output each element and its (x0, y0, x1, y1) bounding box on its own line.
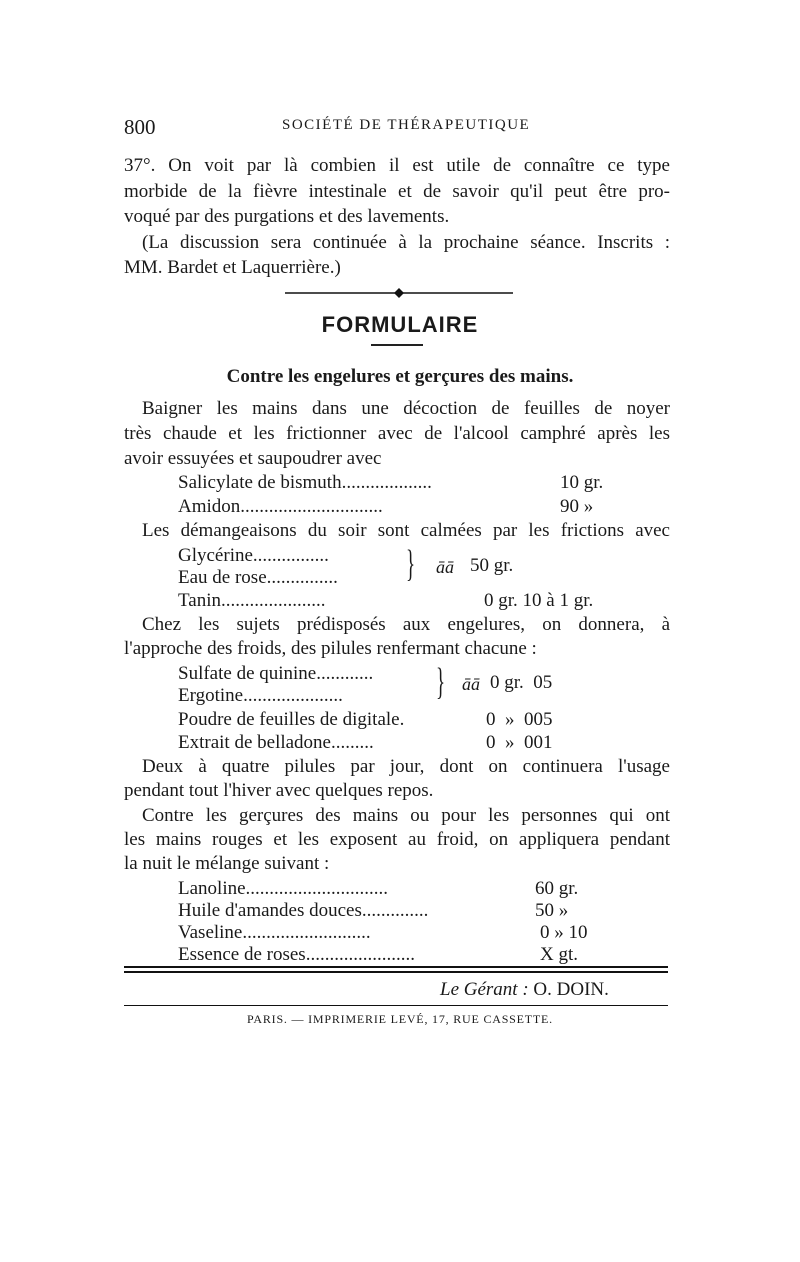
para1-line-2: très chaude et les frictionner avec de l'alcool camphré après les (124, 423, 670, 444)
recipe-heading: Contre les engelures et gerçures des mains. (226, 366, 574, 387)
para5-line-1: Contre les gerçures des mains ou pour les personnes qui ont (142, 805, 670, 826)
para1-line-3: avoir essuyées et saupoudrer avec (124, 448, 382, 469)
ingredient-name: Amidon (178, 496, 241, 517)
ingredient-amount: 0 » 10 (540, 922, 588, 943)
leader-dots: ..................... (243, 685, 343, 706)
ingredient-amount: 60 gr. (535, 878, 579, 899)
ingredient-name: Extrait de belladone (178, 732, 331, 753)
printer-imprint: PARIS. — IMPRIMERIE LEVÉ, 17, RUE CASSETTE. (247, 1012, 553, 1026)
intro-line-1: 37°. On voit par là combien il est utile de connaître ce type (124, 155, 670, 176)
ingredient-name: Lanoline (178, 878, 246, 899)
rx2-row (178, 544, 329, 568)
rx3-row (178, 684, 343, 708)
ornament-divider (285, 288, 513, 298)
ingredient-amount: 50 » (535, 900, 569, 921)
gerant-line (440, 979, 609, 1001)
brace: } (406, 543, 416, 585)
ingredient-amount: 0 » 001 (486, 732, 553, 753)
intro-line-3: voqué par des purgations et des lavements. (124, 206, 450, 227)
para4-line-2: pendant tout l'hiver avec quelques repos. (124, 780, 434, 801)
rx1-row (178, 471, 432, 495)
gerant-name: O. DOIN. (533, 979, 609, 1000)
section-title: FORMULAIRE (321, 312, 479, 337)
leader-dots: ........................... (242, 922, 371, 943)
ingredient-name: Tanin (178, 590, 221, 611)
leader-dots: .............................. (240, 496, 383, 517)
page-number: 800 (124, 115, 156, 139)
rx2-row (178, 566, 338, 590)
rx3-row (178, 731, 374, 755)
running-title: SOCIÉTÉ DE THÉRAPEUTIQUE (282, 117, 531, 133)
para5-line-2: les mains rouges et les exposent au froid, on appliquera pendant (124, 829, 670, 850)
rx3-row (178, 662, 373, 686)
leader-dots: ....................... (305, 944, 415, 965)
footer-rule (124, 966, 668, 968)
rx2-row (178, 589, 326, 613)
ingredient-amount: X gt. (540, 944, 578, 965)
leader-dots: ................ (252, 545, 329, 566)
para3-line-2: l'approche des froids, des pilules renfermant chacune : (124, 638, 537, 659)
ingredient-name: Sulfate de quinine (178, 663, 317, 684)
para1-line-1: Baigner les mains dans une décoction de feuilles de noyer (142, 398, 670, 419)
ingredient-name: Ergotine (178, 685, 244, 706)
rx4-row (178, 943, 415, 967)
ingredient-amount: 10 gr. (560, 472, 604, 493)
ingredient-name: Essence de roses (178, 944, 306, 965)
brace: } (436, 661, 446, 703)
ana-mark: āā (436, 557, 454, 577)
ana-mark: āā (462, 674, 480, 694)
ingredient-amount: 0 gr. 10 à 1 gr. (484, 590, 594, 611)
ingredient-amount: 50 gr. (470, 555, 514, 576)
leader-dots: ............ (316, 663, 374, 684)
ingredient-amount: 90 » (560, 496, 594, 517)
ingredient-amount: 0 » 005 (486, 709, 553, 730)
rx4-row (178, 899, 428, 923)
rx4-row (178, 921, 371, 945)
footer-rule (124, 1005, 668, 1006)
ingredient-name: Poudre de feuilles de digitale. (178, 709, 405, 730)
intro-line-2: morbide de la fièvre intestinale et de savoir qu'il peut être pro- (124, 181, 670, 202)
discussion-line-1: (La discussion sera continuée à la prochaine séance. Inscrits : (142, 232, 670, 253)
leader-dots: ................... (341, 472, 432, 493)
gerant-label: Le Gérant : (440, 979, 529, 1000)
ingredient-name: Eau de rose (178, 567, 267, 588)
para5-line-3: la nuit le mélange suivant : (124, 853, 330, 874)
ingredient-name: Vaseline (178, 922, 243, 943)
leader-dots: ...................... (221, 590, 326, 611)
rx1-row (178, 495, 383, 519)
leader-dots: .............................. (245, 878, 389, 899)
leader-dots: .............. (361, 900, 429, 921)
ingredient-name: Salicylate de bismuth (178, 472, 342, 493)
para2-line: Les démangeaisons du soir sont calmées par les frictions avec (142, 520, 670, 541)
ingredient-amount: 0 gr. 05 (490, 672, 553, 693)
title-underline (371, 344, 423, 346)
para4-line-1: Deux à quatre pilules par jour, dont on continuera l'usage (142, 756, 670, 777)
leader-dots: ............... (266, 567, 338, 588)
leader-dots: ......... (331, 732, 374, 753)
discussion-line-2: MM. Bardet et Laquerrière.) (124, 257, 341, 278)
footer-rule (124, 971, 668, 973)
rx4-row (178, 877, 388, 901)
para3-line-1: Chez les sujets prédisposés aux engelures, on donnera, à (142, 614, 670, 635)
ingredient-name: Glycérine (178, 545, 253, 566)
ingredient-name: Huile d'amandes douces (178, 900, 362, 921)
